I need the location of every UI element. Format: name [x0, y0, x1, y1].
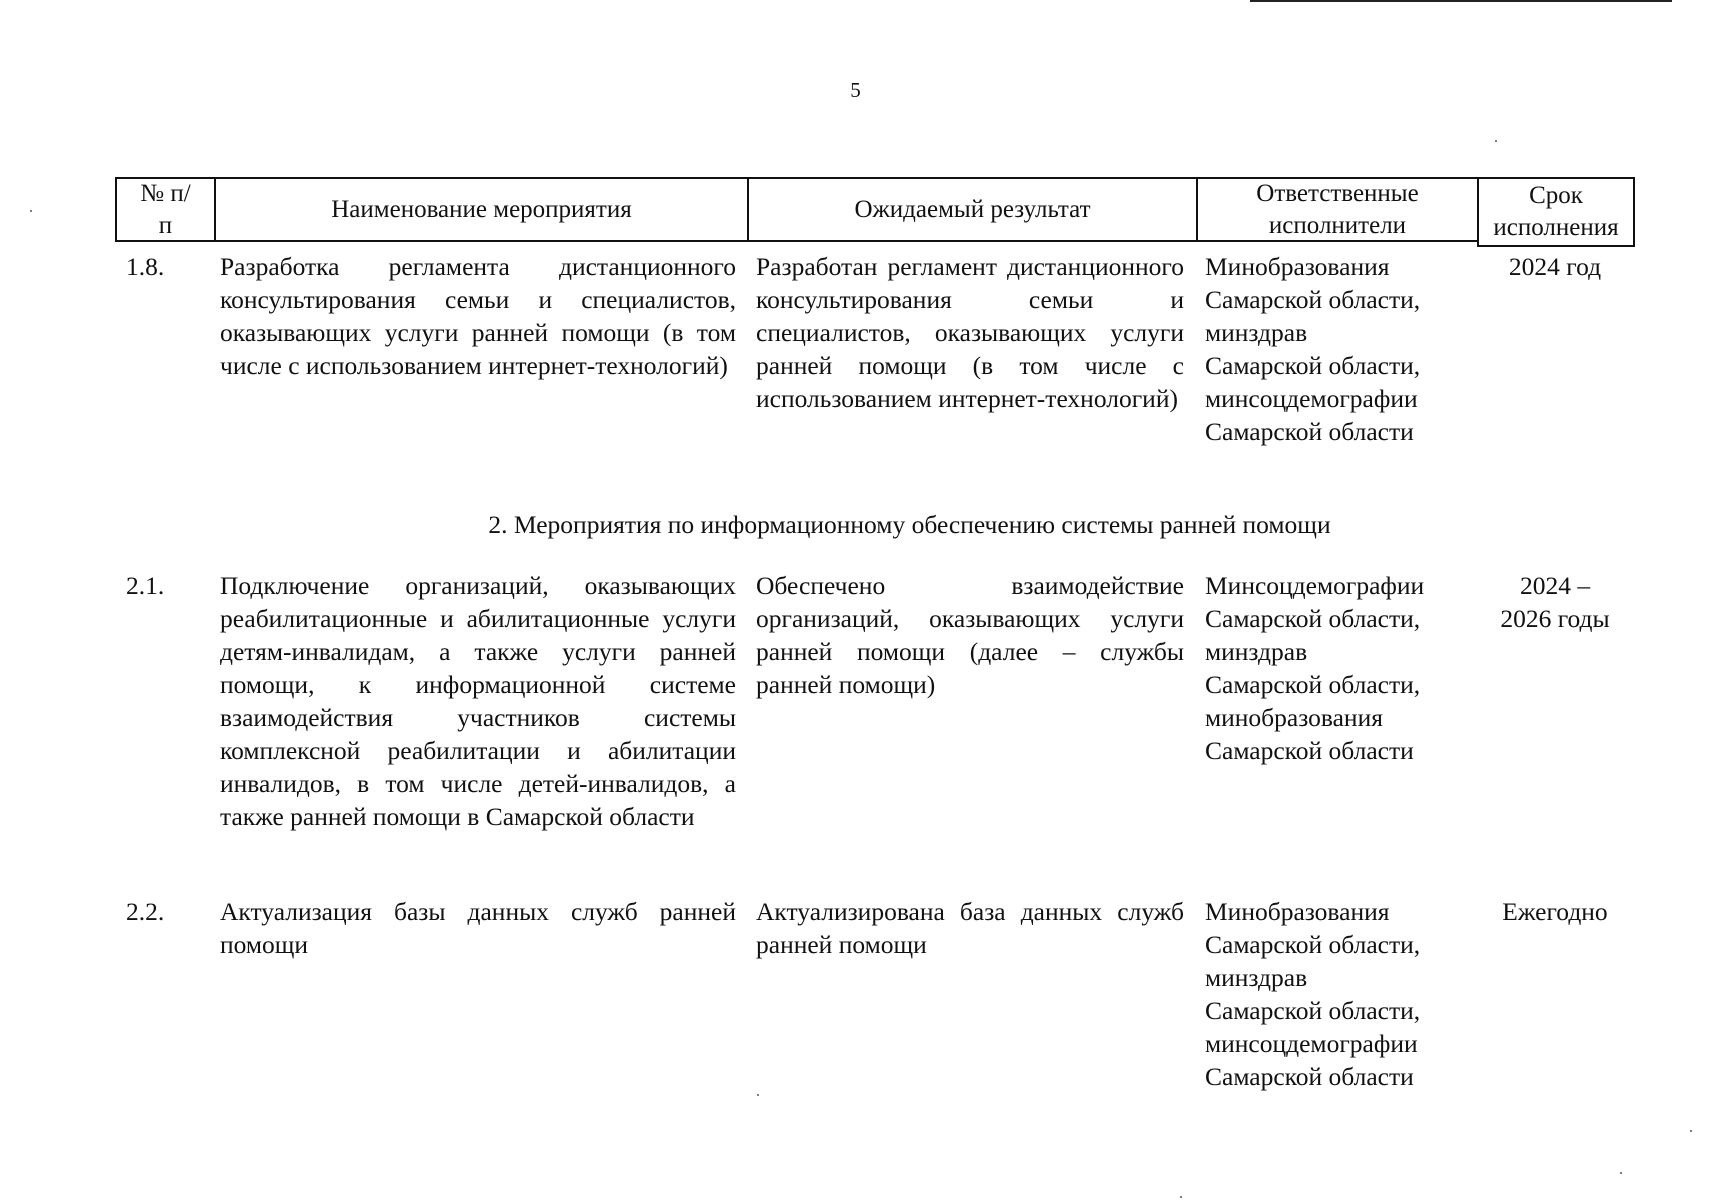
scan-speck	[30, 210, 32, 212]
responsible-line: Самарской области	[1205, 1062, 1414, 1091]
header-result	[747, 177, 1198, 242]
section-title: 2. Мероприятия по информационному обеспечению системы ранней помощи	[488, 510, 1331, 539]
responsible-line: Самарской области,	[1205, 285, 1421, 314]
responsible-line: минсоцдемографии	[1205, 1029, 1418, 1058]
row-number: 2.1.	[126, 571, 165, 600]
row-name: Разработка регламента дистанционного консультирования семьи и специалистов, оказывающих услуги ранней помощи (в том числе с использованием интернет-технологий)	[220, 252, 736, 380]
scan-speck	[1690, 1130, 1692, 1132]
row-number: 1.8.	[126, 252, 165, 281]
responsible-line: минобразования	[1205, 703, 1383, 732]
section-heading	[0, 510, 1711, 540]
row-result: Разработан регламент дистанционного консультирования семьи и специалистов, оказывающих услуги ранней помощи (в том числе с использованием интернет-технологий)	[756, 252, 1184, 413]
row-name: Подключение организаций, оказывающих реабилитационные и абилитационные услуги детям-инвалидам, а также услуги ранней помощи, к информационной системе взаимодействия участников системы комплексной реабилитации и абилитации инвалидов, в том числе детей-инвалидов, а также ранней помощи в Самарской области	[220, 571, 736, 831]
page-number: 5	[850, 78, 861, 102]
term-line: 2024 –	[1519, 571, 1591, 600]
row-result: Актуализирована база данных служб ранней помощи	[756, 897, 1184, 959]
responsible-line: Минобразования	[1205, 252, 1390, 281]
header-term-label: Срок исполнения	[1493, 182, 1619, 241]
row-term	[1475, 569, 1635, 635]
row-term: Ежегодно	[1502, 897, 1608, 926]
header-responsible-label: Ответственные исполнители	[1256, 179, 1419, 239]
row-responsible	[1205, 895, 1465, 1093]
scan-speck	[1180, 1196, 1182, 1198]
term-line: 2026 годы	[1500, 604, 1610, 633]
row-result: Обеспечено взаимодействие организаций, оказывающих услуги ранней помощи (далее – службы ранней помощи)	[756, 571, 1184, 699]
responsible-line: Минобразования	[1205, 897, 1390, 926]
header-num-label: № п/п	[140, 179, 191, 239]
responsible-line: Минсоцдемографии	[1205, 571, 1425, 600]
row-number: 2.2.	[126, 897, 165, 926]
responsible-line: минздрав	[1205, 637, 1308, 666]
responsible-line: Самарской области	[1205, 736, 1414, 765]
row-responsible	[1205, 250, 1465, 448]
header-name	[214, 177, 749, 242]
scan-speck	[1495, 140, 1497, 142]
responsible-line: минздрав	[1205, 963, 1308, 992]
header-name-label: Наименование мероприятия	[331, 195, 632, 223]
responsible-line: Самарской области,	[1205, 351, 1421, 380]
responsible-line: Самарской области,	[1205, 996, 1421, 1025]
scan-speck	[757, 1094, 759, 1096]
top-edge-line	[1250, 0, 1672, 2]
table-header	[115, 177, 1635, 242]
responsible-line: Самарской области,	[1205, 670, 1421, 699]
header-result-label: Ожидаемый результат	[854, 195, 1091, 223]
responsible-line: минсоцдемографии	[1205, 384, 1418, 413]
row-term: 2024 год	[1508, 252, 1602, 281]
responsible-line: минздрав	[1205, 318, 1308, 347]
scan-speck	[1620, 1172, 1622, 1174]
responsible-line: Самарской области	[1205, 417, 1414, 446]
header-num	[115, 177, 216, 242]
header-term	[1477, 177, 1635, 247]
row-name: Актуализация базы данных служб ранней помощи	[220, 897, 736, 959]
row-responsible	[1205, 569, 1465, 767]
responsible-line: Самарской области,	[1205, 604, 1421, 633]
responsible-line: Самарской области,	[1205, 930, 1421, 959]
header-responsible	[1196, 177, 1479, 242]
